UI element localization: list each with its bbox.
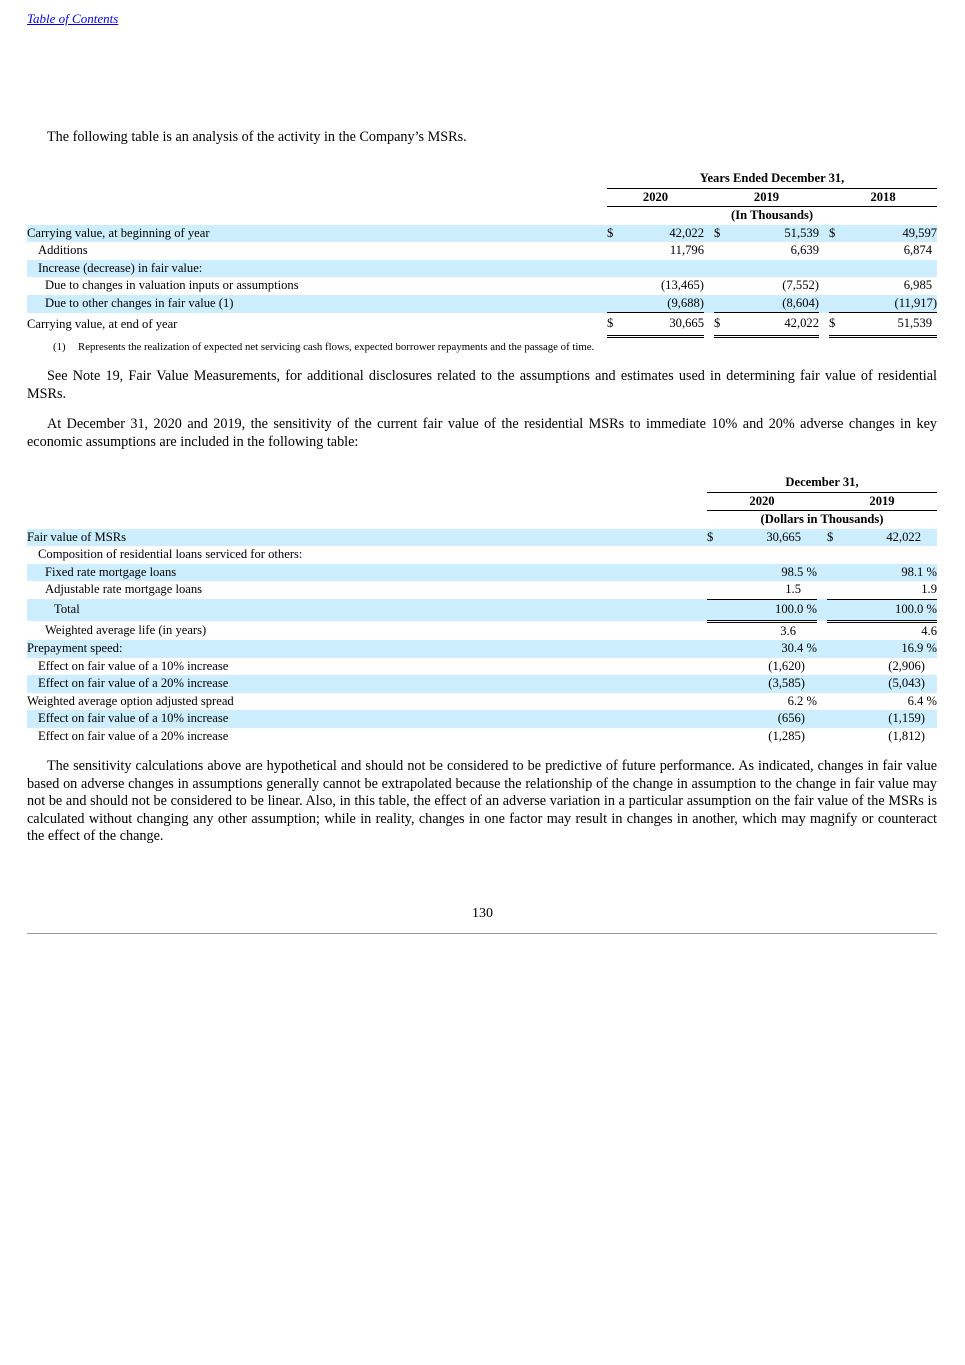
table-row xyxy=(27,710,937,728)
currency-symbol: $ xyxy=(714,225,724,243)
table-row xyxy=(27,260,937,278)
currency-symbol: $ xyxy=(829,313,839,337)
page-number: 130 xyxy=(472,906,493,921)
row-label: Composition of residential loans serviced for others: xyxy=(38,547,303,561)
cell-value: 6,985 xyxy=(903,278,933,292)
cell-value: (1,285) xyxy=(768,728,805,743)
msr-sensitivity-table xyxy=(27,474,937,745)
row-label: Carrying value, at end of year xyxy=(27,316,178,331)
cell-value: (13,465) xyxy=(660,278,704,292)
cell-value: (1,812) xyxy=(888,728,925,743)
footer-divider xyxy=(27,933,937,934)
row-label: Weighted average option adjusted spread xyxy=(27,693,234,708)
cell-value: 30,665 xyxy=(719,529,817,547)
cell-value: 11,796 xyxy=(669,243,704,257)
row-label: Total xyxy=(27,599,707,621)
row-label: Carrying value, at beginning of year xyxy=(27,225,607,243)
cell-value: 42,022 xyxy=(724,313,819,337)
year-header: 2020 xyxy=(707,492,817,511)
row-label: Increase (decrease) in fair value: xyxy=(27,260,607,278)
table-row xyxy=(27,728,937,746)
cell-value: (1,159) xyxy=(839,710,937,728)
row-label: Fixed rate mortgage loans xyxy=(27,564,707,582)
cell-value: 4.6 xyxy=(921,623,937,638)
cell-value: 98.1 % xyxy=(839,564,937,582)
cell-value: 51,539 xyxy=(839,313,937,337)
row-label: Fair value of MSRs xyxy=(27,529,707,547)
units-header: (Dollars in Thousands) xyxy=(760,512,884,526)
table-row xyxy=(27,675,937,693)
footnote xyxy=(53,341,594,353)
cell-value: 42,022 xyxy=(839,529,937,547)
table-row xyxy=(27,564,937,582)
cell-value: (7,552) xyxy=(782,278,819,292)
table-row xyxy=(27,225,937,243)
row-label: Due to other changes in fair value (1) xyxy=(27,295,607,313)
sensitivity-paragraph: At December 31, 2020 and 2019, the sensitivity of the current fair value of the residential MSRs to immediate 10% and 20% adverse changes in key economic assumptions are included in the following table: xyxy=(27,416,937,450)
row-label: Due to changes in valuation inputs or assumptions xyxy=(45,278,299,292)
currency-symbol: $ xyxy=(827,529,839,547)
row-label: Additions xyxy=(38,243,88,257)
cell-value: (8,604) xyxy=(724,295,819,313)
units-header: (In Thousands) xyxy=(731,208,814,222)
table-row xyxy=(27,529,937,547)
currency-symbol: $ xyxy=(707,529,719,547)
intro-paragraph: The following table is an analysis of the activity in the Company’s MSRs. xyxy=(47,129,467,145)
cell-value: (656) xyxy=(719,710,817,728)
table-row xyxy=(27,546,937,564)
table-of-contents-link[interactable]: Table of Contents xyxy=(27,11,119,26)
cell-value: (9,688) xyxy=(619,295,704,313)
footnote-number: (1) xyxy=(53,341,66,353)
row-label: Effect on fair value of a 20% increase xyxy=(27,675,707,693)
footnote-text: Represents the realization of expected net servicing cash flows, expected borrower repayments and the passage of time. xyxy=(78,341,595,353)
currency-symbol: $ xyxy=(714,313,724,337)
cell-value: (5,043) xyxy=(839,675,937,693)
table-row xyxy=(27,693,937,711)
table-row xyxy=(27,621,937,640)
row-label: Effect on fair value of a 20% increase xyxy=(38,728,229,743)
row-label: Effect on fair value of a 10% increase xyxy=(38,658,229,673)
table-row xyxy=(27,277,937,295)
cell-value: 51,539 xyxy=(724,225,819,243)
year-header: 2020 xyxy=(607,188,704,207)
table-row xyxy=(27,581,937,599)
cell-value: 6.2 % xyxy=(787,693,817,708)
cell-value: 30,665 xyxy=(619,313,704,337)
msr-activity-table xyxy=(27,170,937,338)
cell-value: 1.9 xyxy=(839,581,937,599)
row-label: Effect on fair value of a 10% increase xyxy=(27,710,707,728)
currency-symbol: $ xyxy=(607,225,619,243)
row-label: Prepayment speed: xyxy=(27,640,707,658)
cell-value: 3.6 xyxy=(780,623,796,638)
cell-value: 16.9 % xyxy=(839,640,937,658)
currency-symbol: $ xyxy=(607,313,619,337)
cell-value: (2,906) xyxy=(888,658,925,673)
year-header: 2019 xyxy=(827,492,937,511)
cell-value: (1,620) xyxy=(768,658,805,673)
cell-value: 6,639 xyxy=(790,243,819,257)
table-row xyxy=(27,313,937,337)
currency-symbol: $ xyxy=(829,225,839,243)
row-label: Weighted average life (in years) xyxy=(45,622,207,637)
cell-value: 100.0 % xyxy=(719,599,817,621)
cell-value: 42,022 xyxy=(619,225,704,243)
table-row xyxy=(27,242,937,260)
table-row xyxy=(27,599,937,621)
period-header: Years Ended December 31, xyxy=(607,170,937,188)
cell-value: 1.5 xyxy=(719,581,817,599)
table-row xyxy=(27,658,937,676)
year-header: 2018 xyxy=(829,188,937,207)
closing-paragraph: The sensitivity calculations above are hypothetical and should not be considered to be predictive of future performance. As indicated, changes in fair value based on adverse changes in assumptions generally cannot be extrapolated because the relationship of the change in assumption to the change in fair value may not be and should not be considered to be linear. Also, in this table, the effect of an adverse variation in a particular assumption on the fair value of the MSRs is calculated without changing any other assumption; while in reality, changes in one factor may result in changes in another, which may magnify or counteract the effect of the change. xyxy=(27,758,937,844)
period-header: December 31, xyxy=(707,474,937,492)
table-row xyxy=(27,640,937,658)
note-paragraph: See Note 19, Fair Value Measurements, for additional disclosures related to the assumptions and estimates used in determining fair value of residential MSRs. xyxy=(27,368,937,402)
cell-value: 6.4 % xyxy=(907,693,937,708)
cell-value: 98.5 % xyxy=(719,564,817,582)
cell-value: 6,874 xyxy=(903,243,933,257)
year-header: 2019 xyxy=(714,188,819,207)
table-row xyxy=(27,295,937,313)
cell-value: 49,597 xyxy=(839,225,937,243)
cell-value: 100.0 % xyxy=(839,599,937,621)
cell-value: (11,917) xyxy=(839,295,937,313)
row-label: Adjustable rate mortgage loans xyxy=(45,582,203,597)
cell-value: 30.4 % xyxy=(719,640,817,658)
cell-value: (3,585) xyxy=(719,675,817,693)
